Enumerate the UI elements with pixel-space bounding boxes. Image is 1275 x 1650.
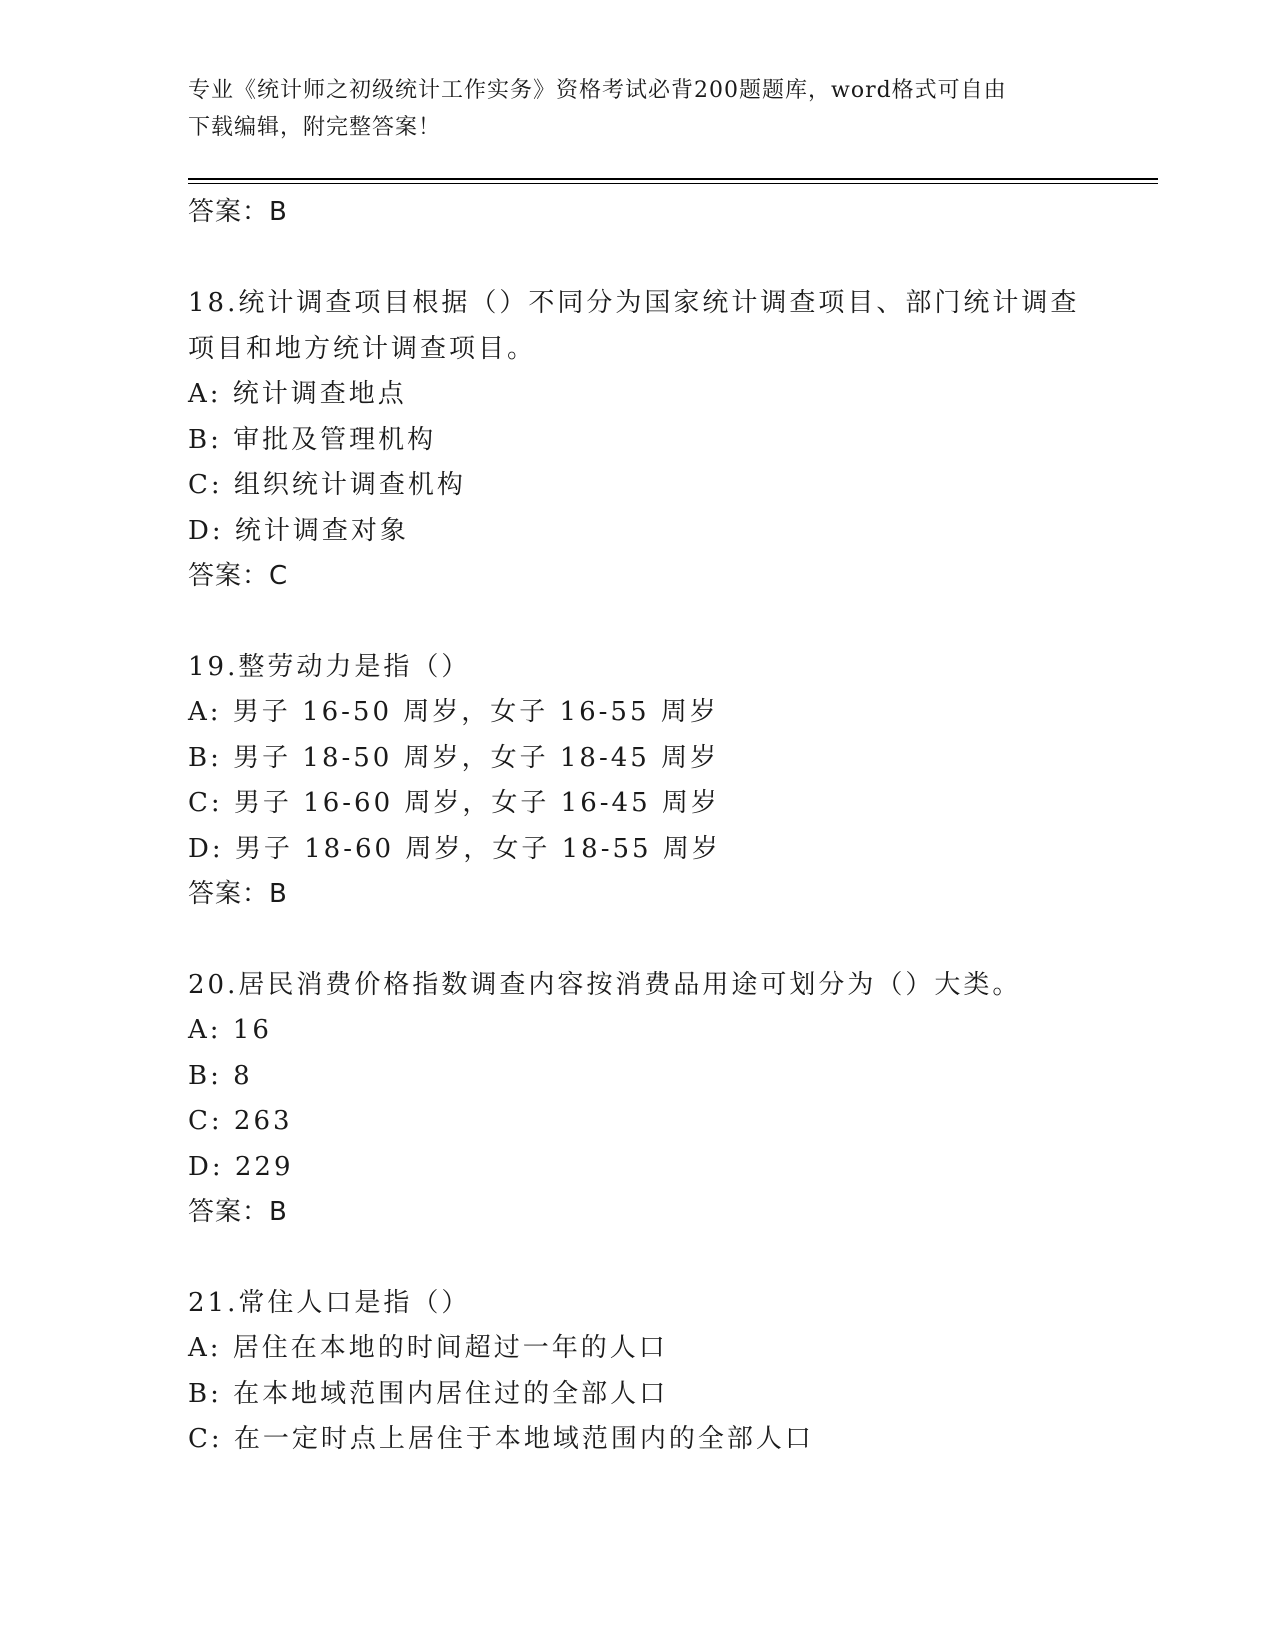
option-c: C: 男子 16-60 周岁，女子 16-45 周岁 <box>188 788 720 818</box>
option-a: A: 居住在本地的时间超过一年的人口 <box>188 1333 668 1363</box>
question-text-cont: 项目和地方统计调查项目。 <box>188 334 537 364</box>
option-b: B: 审批及管理机构 <box>188 424 437 455</box>
question-text: 18.统计调查项目根据（）不同分为国家统计调查项目、部门统计调查 <box>188 288 1080 318</box>
option-a: A: 男子 16-50 周岁，女子 16-55 周岁 <box>188 697 719 727</box>
answer: 答案：C <box>188 561 289 591</box>
option-c: C: 组织统计调查机构 <box>188 470 466 500</box>
question-text: 20.居民消费价格指数调查内容按消费品用途可划分为（）大类。 <box>188 970 1022 1000</box>
option-d: D: 男子 18-60 周岁，女子 18-55 周岁 <box>188 833 721 864</box>
option-d: D: 229 <box>188 1151 294 1182</box>
answer-17: 答案：B <box>188 197 288 227</box>
header-line-2: 下载编辑，附完整答案！ <box>188 115 442 140</box>
option-c: C: 263 <box>188 1106 293 1136</box>
option-b: B: 8 <box>188 1060 253 1091</box>
question-text: 21.常住人口是指（） <box>188 1288 471 1318</box>
option-b: B: 男子 18-50 周岁，女子 18-45 周岁 <box>188 742 720 773</box>
option-c: C: 在一定时点上居住于本地域范围内的全部人口 <box>188 1424 814 1454</box>
question-19 <box>188 644 1148 916</box>
question-20 <box>188 962 1148 1234</box>
question-list <box>188 190 1148 1463</box>
option-b: B: 在本地域范围内居住过的全部人口 <box>188 1378 669 1409</box>
header-line-1: 专业《统计师之初级统计工作实务》资格考试必背200题题库，word格式可自由 <box>188 78 1007 103</box>
option-d: D: 统计调查对象 <box>188 515 409 546</box>
question-18 <box>188 280 1148 598</box>
option-a: A: 16 <box>188 1015 272 1045</box>
answer: 答案：B <box>188 1197 288 1227</box>
header-rule-thin <box>188 183 1158 184</box>
option-a: A: 统计调查地点 <box>188 379 407 409</box>
question-text: 19.整劳动力是指（） <box>188 652 471 682</box>
document-header <box>188 72 1068 146</box>
answer: 答案：B <box>188 879 288 909</box>
header-rule-thick <box>188 178 1158 180</box>
question-21 <box>188 1280 1148 1463</box>
